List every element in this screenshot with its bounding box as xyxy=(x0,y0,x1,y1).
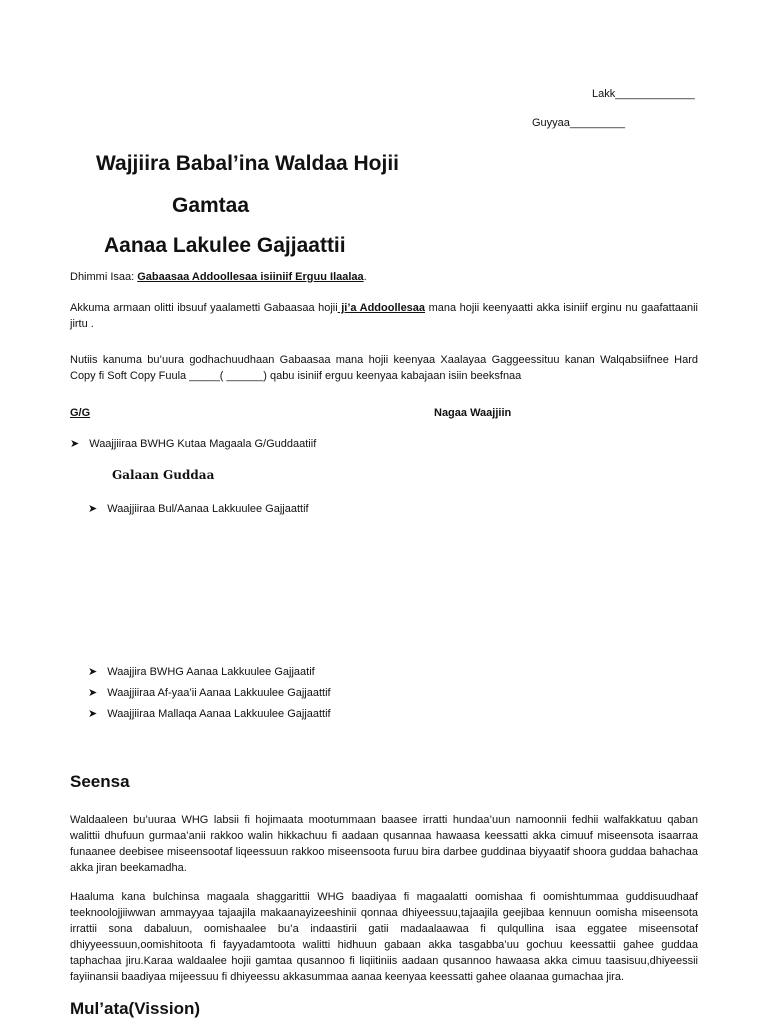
office-subtitle: Gamtaa xyxy=(172,194,250,217)
cc-item xyxy=(88,707,331,720)
cc-item-label: Waajjira BWHG Aanaa Lakkuulee Gajjaatif xyxy=(107,666,315,678)
cc-item xyxy=(70,437,316,450)
closing-greeting: Nagaa Waajjiin xyxy=(434,407,512,419)
arrow-bullet-icon: ➤ xyxy=(88,503,98,515)
cc-item xyxy=(88,686,331,699)
cc-item-label: Waajjiiraa Af-yaa’ii Aanaa Lakkuulee Gajjaattif xyxy=(107,687,331,699)
location-label: Galaan Guddaa xyxy=(112,468,215,482)
date-field: Guyyaa_________ xyxy=(532,117,625,129)
cc-item xyxy=(88,502,309,515)
para1-pre: Akkuma armaan olitti ibsuuf yaalametti Gabaasaa hojii xyxy=(70,302,338,314)
arrow-bullet-icon: ➤ xyxy=(88,666,98,678)
district-title: Aanaa Lakulee Gajjaattii xyxy=(104,234,346,257)
body-paragraph-1 xyxy=(70,300,698,332)
cc-item-label: Waajjiiraa Mallaqa Aanaa Lakkuulee Gajjaattif xyxy=(107,708,331,720)
arrow-bullet-icon: ➤ xyxy=(88,687,98,699)
subject-end: . xyxy=(363,271,367,283)
para1-month: ji’a Addoollesaa xyxy=(337,302,426,314)
section-heading-vision: Mul’ata(Vission) xyxy=(70,999,201,1018)
cc-item-label: Waajjiiraa Bul/Aanaa Lakkuulee Gajjaattif xyxy=(107,503,309,515)
cc-item xyxy=(88,665,315,678)
seensa-paragraph-1: Waldaaleen bu’uuraa WHG labsii fi hojimaata mootummaan baasee irratti hundaa’uun namoonnii fedhii walfakkatuu qaban walittii dhufuun gurmaa’anii rakkoo walin hikkachuu fi aadaan qusannaa hawaasa keessatti akka cimuuf miseensota isaarraa funaanee deebisee miseensootaf liqeessuun rakkoo miseensoota furuu bira darbee guddinaa biyyaatif shoora guddaa bahachaa akka jiran beekamadha. xyxy=(70,814,698,874)
office-title: Wajjiira Babal’ina Waldaa Hojii xyxy=(96,152,400,175)
section-heading-seensa: Seensa xyxy=(70,772,130,791)
subject-line xyxy=(70,271,367,283)
body-paragraph-2: Nutiis kanuma bu’uura godhachuudhaan Gabaasaa mana hojii keenyaa Xaalayaa Gaggeessituu kanan Walqabsiifnee Hard Copy fi Soft Copy Fuula _____( ______) qabu isiniif erguu keenyaa kabajaan isiin beeksfnaa xyxy=(70,354,698,382)
subject-value: Gabaasaa Addoollesaa isiiniif Erguu Ilaalaa xyxy=(137,271,364,283)
reference-number-field: Lakk_____________ xyxy=(592,88,695,100)
subject-label: Dhimmi Isaa: xyxy=(70,271,135,283)
copy-label: G/G xyxy=(70,407,91,419)
seensa-paragraph-2: Haaluma kana bulchinsa magaala shaggarittii WHG baadiyaa fi magaalatti oomishaa fi oomishtummaa guddisuudhaaf teeknoolojjiiwwan ammayyaa tajaajila makaanayizeeshinii qonnaa dhiyeessuu,tajaajila geejibaa kennuun oomisha miseensota irrattii sona dabaluun, oomishaalee bu’a indaastirii gatii madaalaawaa fi qulqullina isaa eggatee miseensotaf dhiyyeessuun,oomishitoota fi fayyadamtoota walitti hidhuun gabaan akka tasgabba’uu gochuu keessattii gahee guddaa taphachaa jiru.Karaa waldaalee hojii gamtaa qusannoo fi liqiitiniis aadaan qusannoo hawaasa akka cimuu taasisuu,dhiyeessii fayiinansii baadiyaa mijeessuu fi dhiyeessu akkasummaa aanaa keenyaa keessatti gahee olaanaa gumachaa jira. xyxy=(70,891,698,983)
arrow-bullet-icon: ➤ xyxy=(88,708,98,720)
cc-item-label: Waajjiiraa BWHG Kutaa Magaala G/Guddaatiif xyxy=(89,438,317,450)
para1-post: mana hojii keenyaatti akka isiniif erginu nu gaafattaanii jirtu . xyxy=(70,302,698,330)
arrow-bullet-icon: ➤ xyxy=(70,438,80,450)
